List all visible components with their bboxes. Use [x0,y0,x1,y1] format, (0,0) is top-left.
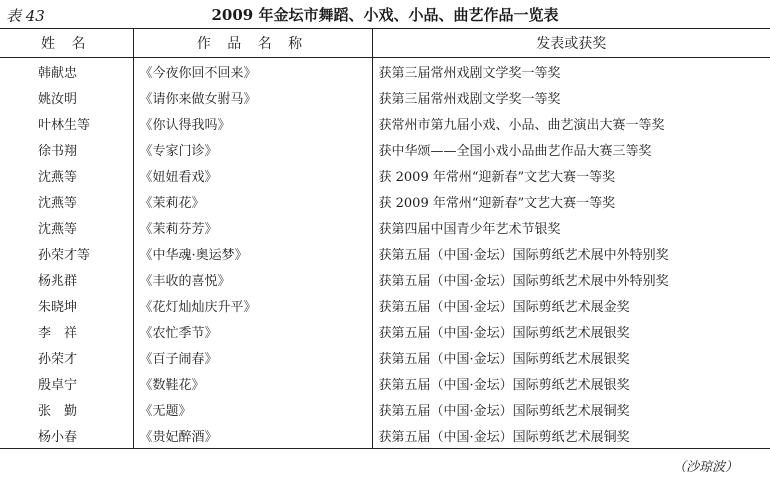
row-work-cell: 《妞妞看戏》 [133,162,372,188]
table-row [0,344,770,370]
row-name-cell: 李 祥 [0,318,133,344]
row-award-cell: 获第三届常州戏剧文学奖一等奖 [378,91,561,107]
row-name-cell: 朱晓坤 [0,292,133,318]
table-number: 表 43 [6,7,45,25]
table-row [0,396,770,422]
row-award-cell: 获 2009 年常州“迎新春”文艺大赛一等奖 [378,169,616,185]
row-name-cell: 姚汝明 [0,84,133,110]
table-row [0,58,770,85]
table-header-row [0,29,770,58]
table-row [0,110,770,136]
row-work-cell: 《丰收的喜悦》 [133,266,372,292]
row-work-cell: 《无题》 [133,396,372,422]
table-row [0,136,770,162]
table-row [0,292,770,318]
row-award-cell: 获 2009 年常州“迎新春”文艺大赛一等奖 [378,195,616,211]
author-credit: （沙琼波） [672,460,738,475]
row-name-cell: 沈燕等 [0,214,133,240]
row-work-cell: 《百子闹春》 [133,344,372,370]
row-name-cell: 徐书翔 [0,136,133,162]
table-row [0,240,770,266]
row-work-cell: 《今夜你回不回来》 [133,58,372,85]
row-work-cell: 《中华魂·奥运梦》 [133,240,372,266]
row-award-cell: 获常州市第九届小戏、小品、曲艺演出大赛一等奖 [378,117,665,133]
row-award-cell: 获第五届（中国·金坛）国际剪纸艺术展中外特别奖 [378,273,669,289]
row-work-cell: 《茉莉芬芳》 [133,214,372,240]
table-row [0,266,770,292]
row-work-cell: 《茉莉花》 [133,188,372,214]
row-award-cell: 获第五届（中国·金坛）国际剪纸艺术展银奖 [378,325,630,341]
row-work-cell: 《你认得我吗》 [133,110,372,136]
table-row [0,422,770,449]
row-work-cell: 《专家门诊》 [133,136,372,162]
row-award-cell: 获第五届（中国·金坛）国际剪纸艺术展银奖 [378,377,630,393]
row-award-cell: 获中华颂——全国小戏小品曲艺作品大赛三等奖 [378,143,652,159]
row-name-cell: 孙荣才等 [0,240,133,266]
row-name-cell: 杨兆群 [0,266,133,292]
table-header [0,0,770,28]
column-header-award: 发表或获奖 [372,29,770,58]
row-name-cell: 殷卓宁 [0,370,133,396]
row-name-cell: 杨小春 [0,422,133,449]
column-header-name: 姓 名 [0,29,133,58]
row-work-cell: 《贵妃醉酒》 [133,422,372,449]
row-award-cell: 获第四届中国青少年艺术节银奖 [378,221,561,237]
table-row [0,162,770,188]
works-table [0,28,770,449]
row-name-cell: 叶林生等 [0,110,133,136]
table-row [0,318,770,344]
row-award-cell: 获第五届（中国·金坛）国际剪纸艺术展金奖 [378,299,630,315]
row-name-cell: 沈燕等 [0,162,133,188]
row-award-cell: 获第三届常州戏剧文学奖一等奖 [378,65,561,81]
row-work-cell: 《农忙季节》 [133,318,372,344]
row-name-cell: 沈燕等 [0,188,133,214]
row-name-cell: 韩献忠 [0,58,133,85]
row-award-cell: 获第五届（中国·金坛）国际剪纸艺术展铜奖 [378,403,630,419]
row-work-cell: 《请你来做女驸马》 [133,84,372,110]
table-row [0,188,770,214]
column-header-work: 作 品 名 称 [133,29,372,58]
row-name-cell: 孙荣才 [0,344,133,370]
table-row [0,84,770,110]
table-row [0,214,770,240]
row-award-cell: 获第五届（中国·金坛）国际剪纸艺术展铜奖 [372,422,770,449]
row-award-cell: 获第五届（中国·金坛）国际剪纸艺术展银奖 [378,351,630,367]
row-work-cell: 《花灯灿灿庆升平》 [133,292,372,318]
table-title: 2009 年金坛市舞蹈、小戏、小品、曲艺作品一览表 [211,6,559,24]
row-award-cell: 获第五届（中国·金坛）国际剪纸艺术展中外特别奖 [378,247,669,263]
table-row [0,370,770,396]
row-name-cell: 张 勤 [0,396,133,422]
row-work-cell: 《数鞋花》 [133,370,372,396]
